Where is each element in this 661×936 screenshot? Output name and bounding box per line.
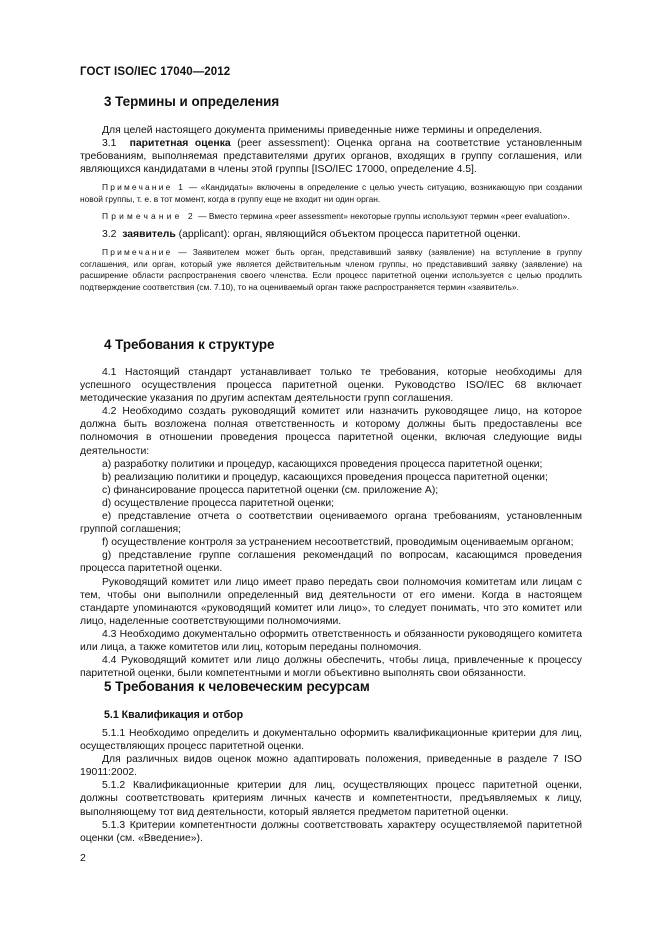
paragraph-4-1: 4.1 Настоящий стандарт устанавливает только те требования, которые необходимы для успешного осуществления процесса паритетной оценки. Руководство ISO/IEC 68 включает методические указания по другим аспектам деятельности групп соглашения.	[80, 367, 582, 405]
section-4-body	[80, 366, 582, 680]
list-item-g: g) представление группе соглашения рекомендаций по вопросам, касающимся проведения процесса паритетной оценки.	[80, 550, 582, 575]
list-item-c: c) финансирование процесса паритетной оценки (см. приложение А);	[102, 484, 439, 496]
section-4-title: 4 Требования к структуре	[104, 337, 275, 352]
note-3-label: Примечание	[102, 247, 173, 258]
paragraph-4-2: 4.2 Необходимо создать руководящий комитет или назначить руководящее лицо, на которое должна быть возложена полная ответственность и которому должны быть предоставлены все полномочия в отношении проведения процесса паритетной оценки, включая следующие виды деятельности:	[80, 406, 582, 457]
list-item-a: а) разработку политики и процедур, касающихся проведения процесса паритетной оценки;	[102, 458, 543, 470]
term-3-1-number: 3.1	[102, 138, 117, 150]
paragraph-4-3: 4.3 Необходимо документально оформить ответственность и обязанности руководящего комитета или лица, а также комитетов или лиц, которым переданы полномочия.	[80, 628, 582, 653]
note-3	[80, 247, 582, 293]
note-2-text: — Вместо термина «peer assessment» некоторые группы используют термин «peer evaluation».	[195, 210, 570, 221]
term-3-1-name: паритетная оценка	[129, 138, 231, 150]
section-3	[80, 94, 582, 110]
section-5-body	[80, 708, 582, 845]
list-item-e: e) представление отчета о соответствии оцениваемого органа требованиям, установленным группой соглашения;	[80, 511, 582, 536]
section-5-title: 5 Требования к человеческим ресурсам	[104, 679, 370, 694]
list-item-d: d) осуществление процесса паритетной оценки;	[102, 497, 335, 509]
term-3-1-definition: (peer assessment): Оценка органа на соответствие установленным требованиям, выполняемая представителями других органов, входящих в группу соглашения, или являющихся кандидатами в члены этой группы [ISO/IEC 17000, определение 4.5].	[80, 138, 583, 176]
paragraph-5-1-1-note: Для различных видов оценок можно адаптировать положения, приведенные в разделе 7 ISO 19011:2002.	[80, 754, 582, 779]
list-item-b: b) реализацию политики и процедур, касающихся проведения процесса паритетной оценки;	[102, 471, 548, 483]
note-1-text: — «Кандидаты» включены в определение с целью учесть ситуацию, возникающую при создании новой группы, т. е. в тот момент, когда в группу еще не входит ни один орган.	[80, 182, 583, 204]
section-3-body	[80, 124, 582, 294]
term-3-2-name: заявитель	[122, 229, 176, 241]
note-3-text: — Заявителем может быть орган, представивший заявку (заявление) на вступление в группу соглашения, или орган, который уже является действительным членом группы, но представивший заявку (заявление) на расширение области распространения своего членства. Если процесс паритетной оценки используется с целью продлить подтверждение соответствия (см. 7.10), то на оцениваемый орган также распространяется термин «заявитель».	[80, 247, 582, 293]
term-3-2-definition: (applicant): орган, являющийся объектом процесса паритетной оценки.	[175, 229, 521, 241]
paragraph-4-4: 4.4 Руководящий комитет или лицо должны обеспечить, чтобы лица, привлеченные к процессу паритетной оценки, были компетентными и могли объективно выполнять свои обязанности.	[80, 655, 582, 680]
note-1	[80, 182, 582, 205]
paragraph-5-1-1: 5.1.1 Необходимо определить и документально оформить квалификационные критерии для лиц, осуществляющих процесс паритетной оценки.	[80, 728, 582, 753]
note-1-label: Примечание 1	[102, 182, 186, 193]
section-3-intro: Для целей настоящего документа применимы приведенные ниже термины и определения.	[102, 125, 543, 136]
page-number: 2	[80, 852, 86, 864]
subsection-5-1-title: 5.1 Квалификация и отбор	[104, 709, 244, 721]
section-3-title: 3 Термины и определения	[104, 94, 280, 109]
note-2-label: Примечание 2	[102, 210, 196, 221]
paragraph-4-2-delegation: Руководящий комитет или лицо имеет право передать свои полномочия комитетам или лицам с тем, чтобы они выполнили определенный вид деятельности от его имени. Когда в настоящем стандарте упоминаются «руководящий комитет или лицо», то следует понимать, что это комитет или лицо, наделенные соответствующими полномочиями.	[80, 576, 582, 627]
section-5	[80, 679, 582, 695]
term-3-2	[80, 228, 582, 241]
list-item-f: f) осуществление контроля за устранением несоответствий, проводимым оцениваемым органом;	[102, 537, 574, 549]
note-2	[80, 211, 582, 223]
paragraph-5-1-2: 5.1.2 Квалификационные критерии для лиц, осуществляющих процесс паритетной оценки, должны соответствовать критериям личных качеств и компетентности, предъявляемых к лицу, выполняющему тот вид деятельности, который является предметом паритетной оценки.	[80, 780, 582, 818]
document-header: ГОСТ ISO/IEC 17040—2012	[80, 66, 231, 78]
paragraph-5-1-3: 5.1.3 Критерии компетентности должны соответствовать характеру осуществляемой паритетной оценки (см. «Введение»).	[80, 819, 582, 844]
term-3-1	[80, 137, 582, 176]
term-3-2-number: 3.2	[102, 229, 117, 241]
section-4	[80, 337, 582, 353]
